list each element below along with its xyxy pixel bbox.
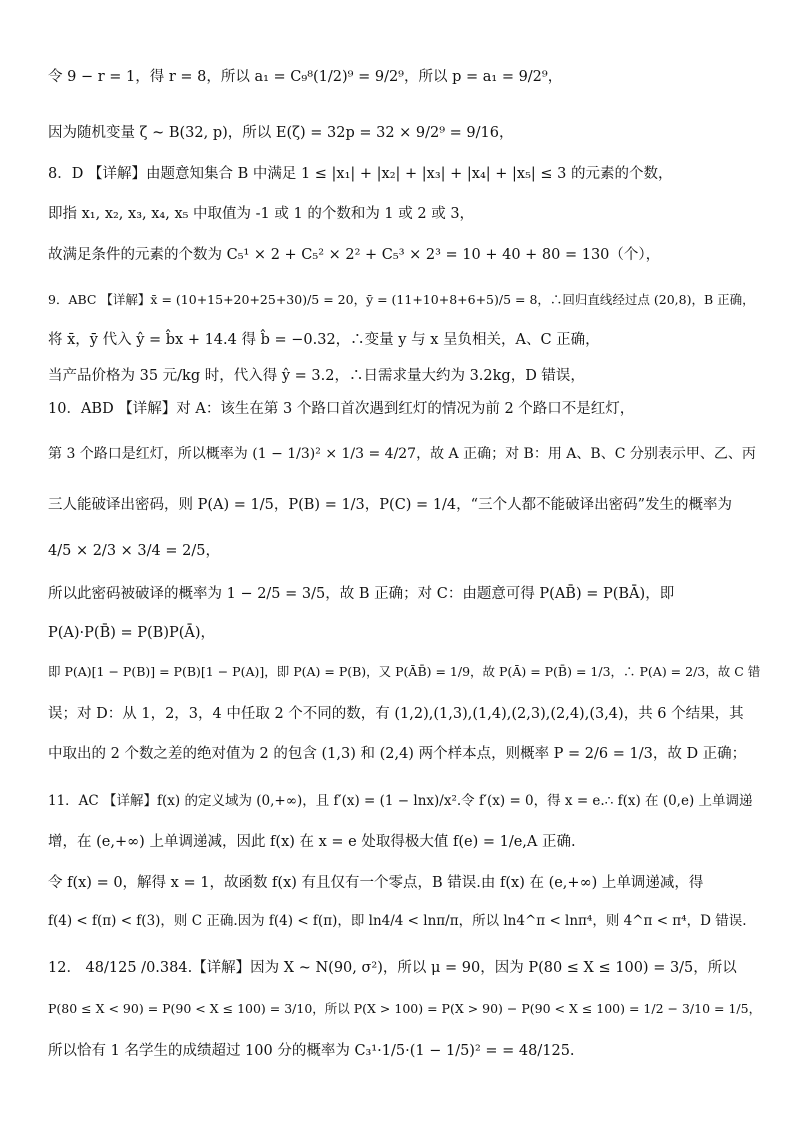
text-line bbox=[48, 398, 764, 420]
text-line bbox=[48, 122, 764, 144]
line-text: 4/5 × 2/3 × 3/4 = 2/5， bbox=[48, 543, 220, 559]
line-text: 令 9 − r = 1，得 r = 8，所以 a₁ = C₉⁸(1/2)⁹ = 9/2⁹，所以 p = a₁ = 9/2⁹， bbox=[48, 69, 563, 85]
text-line bbox=[48, 540, 764, 562]
text-line bbox=[48, 443, 764, 465]
text-line bbox=[48, 957, 764, 979]
text-line bbox=[48, 66, 764, 88]
line-text: 即指 x₁, x₂, x₃, x₄, x₅ 中取值为 -1 或 1 的个数和为 1 或 2 或 3， bbox=[48, 206, 475, 222]
text-line bbox=[48, 494, 764, 516]
line-text: 误；对 D：从 1，2，3，4 中任取 2 个不同的数，有 (1,2),(1,3),(1,4),(2,3),(2,4),(3,4)，共 6 个结果，其 bbox=[48, 706, 744, 722]
line-text: 11．AC 【详解】f(x) 的定义域为 (0,+∞)，且 f′(x) = (1 − lnx)/x².令 f′(x) = 0，得 x = e.∴ f(x) 在 (0,e) 上单调递 bbox=[48, 793, 753, 809]
text-line bbox=[48, 329, 764, 351]
line-text: 故满足条件的元素的个数为 C₅¹ × 2 + C₅² × 2² + C₅³ × 2³ = 10 + 40 + 80 = 130（个）， bbox=[48, 247, 661, 263]
text-line bbox=[48, 622, 764, 644]
line-text: 将 x̄，ȳ 代入 ŷ = b̂x + 14.4 得 b̂ = −0.32，∴变量 y 与 x 呈负相关，A、C 正确， bbox=[48, 332, 600, 348]
text-line bbox=[48, 583, 764, 605]
line-text: 所以此密码被破译的概率为 1 − 2/5 = 3/5，故 B 正确；对 C：由题意可得 P(AB̄) = P(BĀ)，即 bbox=[48, 586, 675, 602]
text-line bbox=[48, 289, 764, 311]
text-line bbox=[48, 703, 764, 725]
line-text: 12． 48/125 /0.384.【详解】因为 X ~ N(90, σ²)，所以 μ = 90，因为 P(80 ≤ X ≤ 100) = 3/5，所以 bbox=[48, 960, 737, 976]
line-text: 第 3 个路口是红灯，所以概率为 (1 − 1/3)² × 1/3 = 4/27，故 A 正确；对 B：用 A、B、C 分别表示甲、乙、丙 bbox=[48, 446, 756, 462]
line-text: 令 f(x) = 0，解得 x = 1，故函数 f(x) 有且仅有一个零点，B 错误.由 f(x) 在 (e,+∞) 上单调递减，得 bbox=[48, 875, 704, 891]
text-line bbox=[48, 365, 764, 387]
text-line bbox=[48, 244, 764, 266]
text-line bbox=[48, 1040, 764, 1062]
line-text: 8．D 【详解】由题意知集合 B 中满足 1 ≤ |x₁| + |x₂| + |x₃| + |x₄| + |x₅| ≤ 3 的元素的个数， bbox=[48, 166, 673, 182]
line-text: f(4) < f(π) < f(3)，则 C 正确.因为 f(4) < f(π)，即 ln4/4 < lnπ/π，所以 ln4^π < lnπ⁴，则 4^π < π⁴，D 错误. bbox=[48, 913, 747, 929]
text-line bbox=[48, 831, 764, 853]
line-text: 三人能破译出密码，则 P(A) = 1/5，P(B) = 1/3，P(C) = 1/4，“三个人都不能破译出密码”发生的概率为 bbox=[48, 497, 732, 513]
text-line bbox=[48, 661, 764, 683]
line-text: 当产品价格为 35 元/kg 时，代入得 ŷ = 3.2，∴日需求量大约为 3.2kg，D 错误， bbox=[48, 368, 585, 384]
text-line bbox=[48, 998, 764, 1020]
text-line bbox=[48, 872, 764, 894]
text-line bbox=[48, 790, 764, 812]
text-line bbox=[48, 163, 764, 185]
line-text: P(A)·P(B̄) = P(B)P(Ā)， bbox=[48, 625, 216, 641]
text-line bbox=[48, 910, 764, 932]
line-text: 中取出的 2 个数之差的绝对值为 2 的包含 (1,3) 和 (2,4) 两个样本点，则概率 P = 2/6 = 1/3，故 D 正确； bbox=[48, 746, 747, 762]
text-line bbox=[48, 743, 764, 765]
line-text: 因为随机变量 ζ ~ B(32, p)，所以 E(ζ) = 32p = 32 × 9/2⁹ = 9/16， bbox=[48, 125, 514, 141]
text-line bbox=[48, 203, 764, 225]
line-text: P(80 ≤ X < 90) = P(90 < X ≤ 100) = 3/10，所以 P(X > 100) = P(X > 90) − P(90 < X ≤ 100) = 1/2 − 3/10 = 1/5， bbox=[48, 1001, 762, 1016]
line-text: 所以恰有 1 名学生的成绩超过 100 分的概率为 C₃¹·1/5·(1 − 1/5)² = = 48/125. bbox=[48, 1043, 575, 1059]
line-text: 9．ABC 【详解】x̄ = (10+15+20+25+30)/5 = 20，ȳ = (11+10+8+6+5)/5 = 8，∴回归直线经过点 (20,8)，B 正确， bbox=[48, 292, 755, 307]
line-text: 增，在 (e,+∞) 上单调递减，因此 f(x) 在 x = e 处取得极大值 f(e) = 1/e,A 正确. bbox=[48, 834, 576, 850]
line-text: 10．ABD 【详解】对 A：该生在第 3 个路口首次遇到红灯的情况为前 2 个路口不是红灯， bbox=[48, 401, 635, 417]
line-text: 即 P(A)[1 − P(B)] = P(B)[1 − P(A)]，即 P(A) = P(B)，又 P(ĀB̄) = 1/9，故 P(Ā) = P(B̄) = 1/3，∴ P(A) = 2/3，故 C 错 bbox=[48, 664, 761, 679]
